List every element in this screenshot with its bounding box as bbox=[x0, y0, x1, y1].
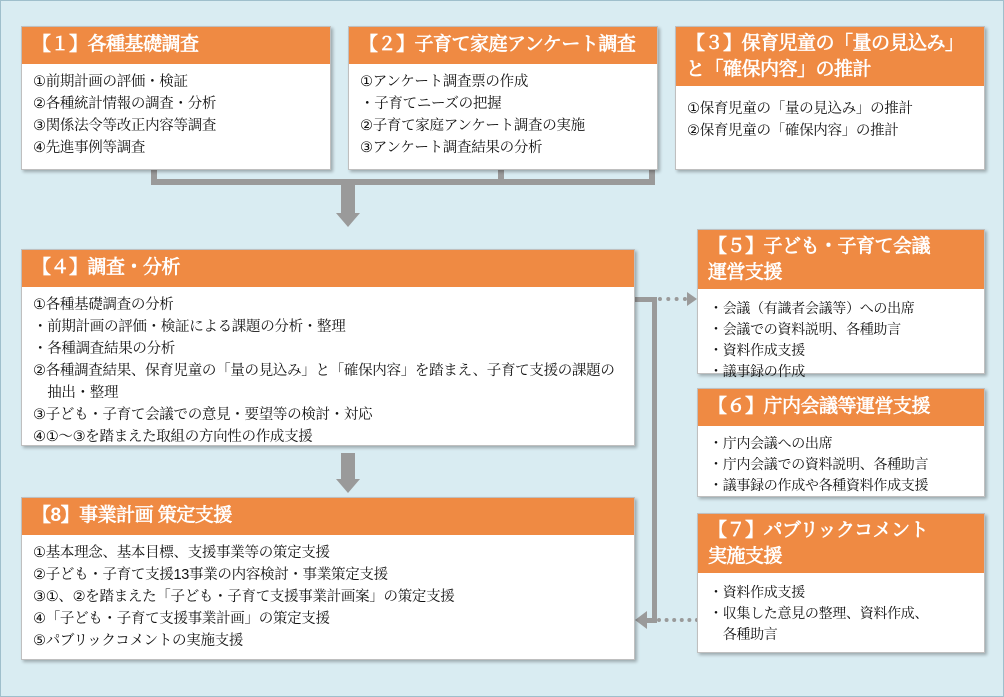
box-5 bbox=[697, 229, 985, 380]
box-4-line-3: ・各種調査結果の分析 bbox=[33, 340, 175, 357]
box-1-line-3: ③関係法令等改正内容等調査 bbox=[33, 117, 217, 134]
connector-right-trunk-vertical bbox=[652, 297, 657, 623]
box-2-line-2: ・子育てニーズの把握 bbox=[360, 95, 502, 112]
box-1-title: 【１】各種基礎調査 bbox=[22, 27, 330, 64]
box-2-line-4: ③アンケート調査結果の分析 bbox=[360, 139, 543, 156]
arrow-into-box5 bbox=[687, 292, 697, 306]
box-6-line-2: ・庁内会議での資料説明、各種助言 bbox=[709, 455, 929, 472]
box-1-line-2: ②各種統計情報の調査・分析 bbox=[33, 95, 217, 112]
box-8-line-1: ①基本理念、基本目標、支援事業等の策定支援 bbox=[33, 544, 330, 561]
box-4 bbox=[21, 249, 635, 446]
arrow-to-box8 bbox=[336, 479, 360, 493]
box-6 bbox=[697, 388, 985, 497]
box-1-line-1: ①前期計画の評価・検証 bbox=[33, 73, 188, 90]
box-4-line-2: ・前期計画の評価・検証による課題の分析・整理 bbox=[33, 318, 346, 335]
box-8-line-5: ⑤パブリックコメントの実施支援 bbox=[33, 632, 244, 649]
connector-right-trunk-horizontal-bottom bbox=[646, 618, 657, 623]
connector-to-box4-stem bbox=[341, 183, 355, 215]
connector-top-horizontal bbox=[151, 179, 655, 185]
box-4-line-7: ④①～③を踏まえた取組の方向性の作成支援 bbox=[33, 428, 313, 445]
box-5-line-3: ・資料作成支援 bbox=[709, 342, 805, 359]
box-7 bbox=[697, 513, 985, 653]
box-2-body bbox=[349, 64, 657, 166]
box-7-line-2: ・収集した意見の整理、資料作成、 bbox=[709, 605, 929, 622]
arrow-into-box8 bbox=[635, 611, 647, 629]
box-6-title: 【６】庁内会議等運営支援 bbox=[698, 389, 984, 426]
box-2 bbox=[348, 26, 658, 170]
box-2-title: 【２】子育て家庭アンケート調査 bbox=[349, 27, 657, 64]
box-6-body bbox=[698, 426, 984, 503]
box-2-line-3: ②子育て家庭アンケート調査の実施 bbox=[360, 117, 585, 134]
box-1-body bbox=[22, 64, 330, 166]
box-8-line-3: ③①、②を踏まえた「子ども・子育て支援事業計画案」の策定支援 bbox=[33, 588, 455, 605]
box-4-line-5: 抽出・整理 bbox=[33, 384, 119, 401]
box-5-title-line-2: 運営支援 bbox=[708, 261, 783, 283]
box-4-body bbox=[22, 287, 634, 455]
box-7-title-line-2: 実施支援 bbox=[708, 545, 783, 567]
box-7-line-1: ・資料作成支援 bbox=[709, 584, 805, 601]
box-8-title: 【8】事業計画 策定支援 bbox=[22, 498, 634, 535]
box-3-title bbox=[676, 27, 984, 86]
box-3 bbox=[675, 26, 985, 170]
box-1 bbox=[21, 26, 331, 170]
box-3-title-line-1: 【３】保育児童の「量の見込み」 bbox=[686, 33, 964, 54]
box-8-line-2: ②子ども・子育て支援13事業の内容検討・事業策定支援 bbox=[33, 566, 388, 583]
box-6-line-3: ・議事録の作成や各種資料作成支援 bbox=[709, 476, 929, 493]
box-4-line-4: ②各種調査結果、保育児童の「量の見込み」と「確保内容」を踏まえ、子育て支援の課題の bbox=[33, 362, 615, 379]
box-3-title-line-2: と「確保内容」の推計 bbox=[686, 58, 872, 80]
box-1-line-4: ④先進事例等調査 bbox=[33, 139, 146, 156]
box-4-line-1: ①各種基礎調査の分析 bbox=[33, 296, 174, 313]
box-4-title: 【４】調査・分析 bbox=[22, 250, 634, 287]
box-4-line-6: ③子ども・子育て会議での意見・要望等の検討・対応 bbox=[33, 406, 373, 423]
box-7-body bbox=[698, 573, 984, 652]
box-5-line-1: ・会議（有識者会議等）への出席 bbox=[709, 300, 915, 317]
box-7-title-line-1: 【７】パブリックコメント bbox=[708, 520, 929, 541]
dotted-connector-box4-box5 bbox=[633, 297, 687, 301]
box-5-line-4: ・議事録の作成 bbox=[709, 363, 805, 380]
box-5-title bbox=[698, 230, 984, 289]
box-3-line-2: ②保育児童の「確保内容」の推計 bbox=[687, 123, 899, 140]
box-8 bbox=[21, 497, 635, 660]
box-5-line-2: ・会議での資料説明、各種助言 bbox=[709, 321, 901, 338]
box-8-line-4: ④「子ども・子育て支援事業計画」の策定支援 bbox=[33, 610, 330, 627]
box-7-line-3: 各種助言 bbox=[709, 626, 778, 643]
box-5-title-line-1: 【５】子ども・子育て会議 bbox=[708, 236, 931, 257]
dotted-connector-box7-trunk bbox=[657, 618, 699, 622]
box-3-line-1: ①保育児童の「量の見込み」の推計 bbox=[687, 101, 913, 118]
box-5-body bbox=[698, 289, 984, 389]
box-2-line-1: ①アンケート調査票の作成 bbox=[360, 73, 529, 90]
box-8-body bbox=[22, 535, 634, 659]
box-3-body bbox=[676, 86, 984, 149]
arrow-to-box4 bbox=[336, 213, 360, 227]
box-7-title bbox=[698, 514, 984, 573]
box-6-line-1: ・庁内会議への出席 bbox=[709, 434, 833, 451]
